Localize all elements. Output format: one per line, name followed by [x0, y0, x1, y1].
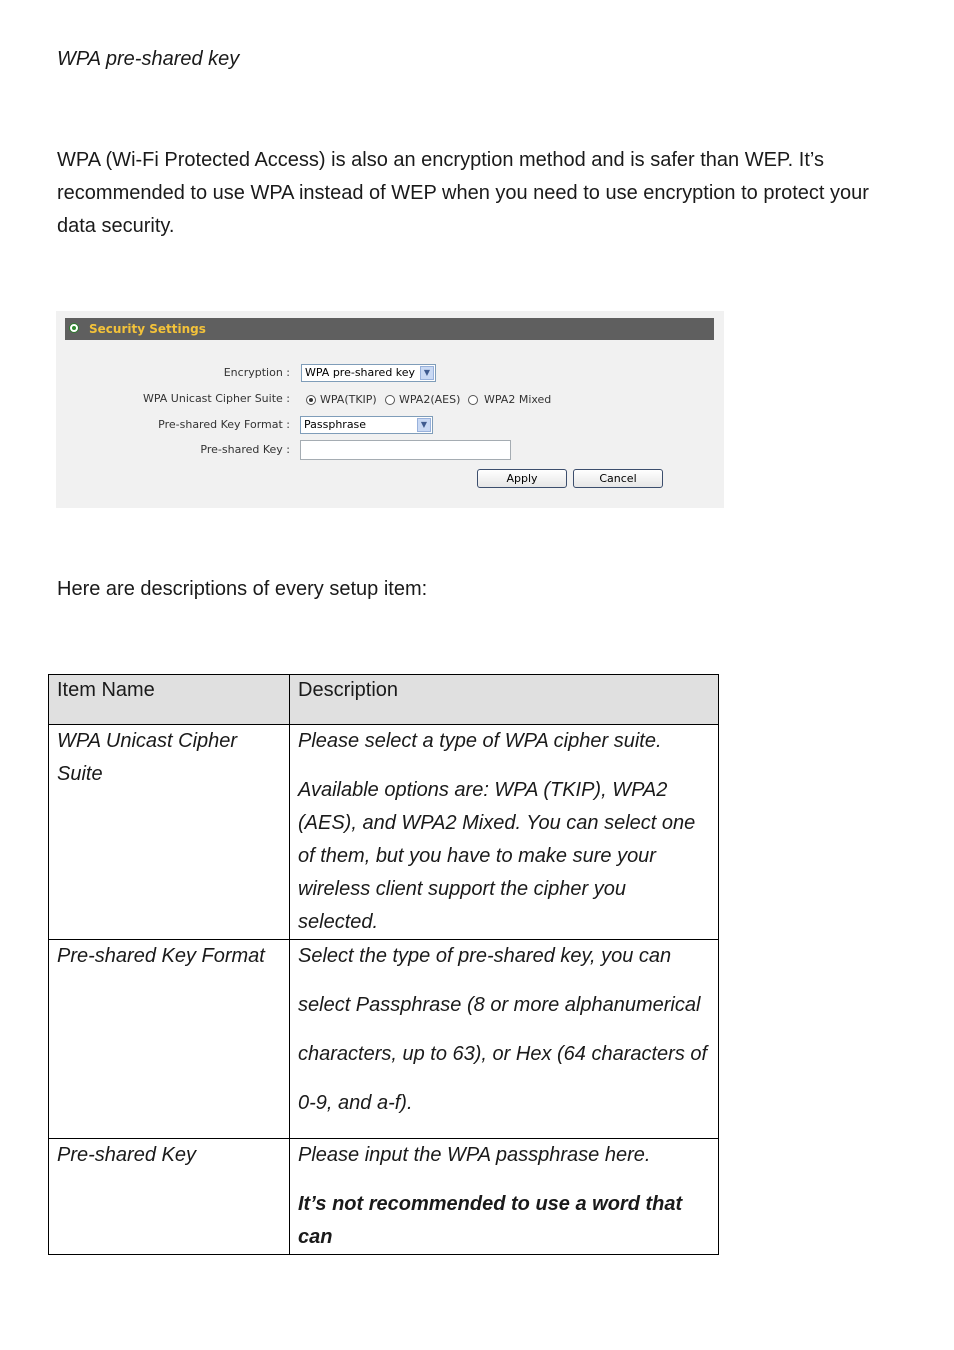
item-name: WPA Unicast Cipher Suite	[57, 730, 238, 785]
item-name: Pre-shared Key	[57, 1144, 196, 1166]
description-cell	[290, 940, 719, 1139]
description-text: Please select a type of WPA cipher suite.	[298, 730, 662, 752]
key-format-label: Pre-shared Key Format :	[158, 418, 290, 431]
key-format-select[interactable]	[300, 416, 433, 434]
item-name-cell	[49, 1139, 290, 1255]
chevron-down-icon[interactable]: ▼	[420, 366, 434, 380]
radio-wpa2-aes[interactable]	[385, 395, 395, 405]
header-description: Description	[290, 675, 719, 725]
table-row	[49, 1139, 719, 1255]
description-cell	[290, 1139, 719, 1255]
section-heading: WPA pre-shared key	[57, 48, 240, 70]
table-row	[49, 940, 719, 1139]
item-name: Pre-shared Key Format	[57, 945, 265, 967]
radio-label-wpa-tkip: WPA(TKIP)	[320, 393, 377, 406]
radio-wpa-tkip[interactable]	[306, 395, 316, 405]
intro-paragraph: WPA (Wi-Fi Protected Access) is also an encryption method and is safer than WEP. It’s recommended to use WPA instead of WEP when you need to use encryption to protect your data security.	[57, 149, 869, 237]
cipher-suite-label: WPA Unicast Cipher Suite :	[142, 392, 290, 405]
radio-wpa2-mixed[interactable]	[468, 395, 478, 405]
item-name-cell	[49, 725, 290, 940]
radio-label-wpa2-mixed: WPA2 Mixed	[484, 393, 552, 406]
description-text: Please input the WPA passphrase here.	[298, 1144, 651, 1166]
chevron-down-icon[interactable]: ▼	[417, 418, 431, 432]
encryption-value: WPA pre-shared key	[305, 366, 416, 379]
header-item-name: Item Name	[49, 675, 290, 725]
pre-shared-key-input[interactable]	[300, 440, 511, 460]
radio-label-wpa2-aes: WPA2(AES)	[399, 393, 461, 406]
description-text: Select the type of pre-shared key, you can select Passphrase (8 or more alphanumerical characters, up to 63), or Hex (64 characters of 0-9, and a-f).	[298, 945, 708, 1114]
pre-shared-key-label: Pre-shared Key :	[200, 443, 290, 456]
apply-button[interactable]: Apply	[477, 469, 567, 488]
panel-title: Security Settings	[89, 322, 206, 336]
encryption-select[interactable]	[301, 364, 436, 382]
description-warning: It’s not recommended to use a word that can	[298, 1193, 683, 1248]
key-format-value: Passphrase	[304, 418, 367, 431]
description-text: Available options are: WPA (TKIP), WPA2 (AES), and WPA2 Mixed. You can select one of them, but you have to make sure your wireless client support the cipher you selected.	[298, 779, 696, 933]
bullet-icon	[69, 323, 79, 333]
item-name-cell	[49, 940, 290, 1139]
description-intro: Here are descriptions of every setup item:	[57, 578, 428, 600]
table-header-row	[49, 675, 719, 725]
description-cell	[290, 725, 719, 940]
encryption-label: Encryption :	[223, 366, 290, 379]
setup-items-table	[48, 674, 719, 1255]
cancel-button[interactable]: Cancel	[573, 469, 663, 488]
table-row	[49, 725, 719, 940]
security-settings-panel	[56, 311, 724, 508]
panel-header	[65, 318, 714, 340]
